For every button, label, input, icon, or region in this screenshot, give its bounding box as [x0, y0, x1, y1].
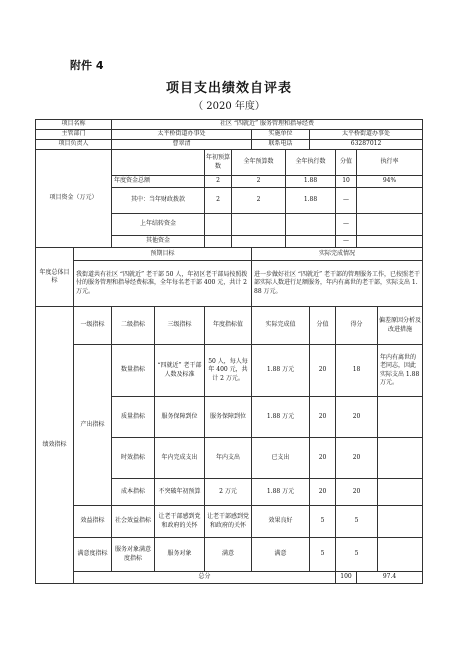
cell: 已支出	[252, 438, 310, 479]
cell: 年内支出	[205, 438, 252, 479]
cell: 不突破年初预算	[155, 479, 205, 506]
cell: 1.88	[286, 188, 336, 214]
col-target: 年度指标值	[205, 307, 252, 345]
cell: “四就近” 老干部人数及标准	[155, 345, 205, 397]
dept-value: 太平桥街道办事处	[112, 130, 252, 140]
page-title: 项目支出绩效自评表	[165, 81, 292, 96]
cell: 20	[310, 345, 336, 397]
cell: 1.88 万元	[252, 479, 310, 506]
table-row	[36, 261, 423, 307]
cell: 20	[336, 397, 378, 438]
cell: 效果良好	[252, 506, 310, 538]
cell: 5	[310, 538, 336, 572]
col-level3: 三级指标	[155, 307, 205, 345]
cell: —	[336, 188, 357, 214]
attachment-label: 附件 4	[70, 59, 104, 72]
cell: 让老干部感到党和政府的关怀	[205, 506, 252, 538]
col-ind-points: 得分	[336, 307, 378, 345]
table-row	[36, 307, 423, 345]
leader-label: 项目负责人	[36, 140, 112, 150]
cell: 年内完成支出	[155, 438, 205, 479]
col-level1: 一级指标	[74, 307, 112, 345]
table-row	[36, 150, 423, 176]
goals-section-label: 年度总体目标	[36, 248, 74, 307]
cell: 2	[232, 176, 286, 188]
impl-label: 实施单位	[252, 130, 310, 140]
cell: 20	[336, 438, 378, 479]
table-row	[36, 345, 423, 397]
total-funds-label: 年度资金总额	[112, 176, 205, 188]
cell: 20	[336, 479, 378, 506]
col-full-budget: 全年预算数	[232, 150, 286, 176]
col-level2: 二级指标	[112, 307, 155, 345]
cell: 满意	[252, 538, 310, 572]
cell: 服务对象满意度指标	[112, 538, 155, 572]
project-name-value: 社区 “四就近” 服务管理和指导经费	[112, 120, 423, 130]
cell: 2	[205, 176, 232, 188]
col-reason: 偏差原因分析及改进措施	[378, 307, 423, 345]
col-execution: 全年执行数	[286, 150, 336, 176]
phone-value: 63287012	[310, 140, 423, 150]
cell: 10	[336, 176, 357, 188]
evaluation-table	[35, 119, 423, 584]
fiscal-funds-label: 其中：当年财政拨款	[112, 188, 205, 214]
col-score: 分值	[336, 150, 357, 176]
cell: 1.88 万元	[252, 397, 310, 438]
project-name-label: 项目名称	[36, 120, 112, 130]
cell: 2	[205, 188, 232, 214]
cell: 1.88	[286, 176, 336, 188]
carry-funds-label: 上年结转资金	[112, 214, 205, 236]
cell: 2	[232, 188, 286, 214]
impl-value: 太平桥街道办事处	[310, 130, 423, 140]
expected-goal-text: 我街道共有社区 “四就近” 老干部 50 人，年初区老干部局按照拨付的服务管理和指导经费标准，全年每名老干部 400 元，共计 2 万元。	[74, 261, 252, 307]
cell: 服务保障到位	[205, 397, 252, 438]
cell: 50 人，每人每年 400 元，共计 2 万元。	[205, 345, 252, 397]
output-indicators-label: 产出指标	[74, 345, 112, 506]
total-points: 97.4	[357, 572, 423, 584]
cell: —	[336, 214, 357, 236]
cell: 5	[310, 506, 336, 538]
actual-goal-header: 实际完成情况	[252, 248, 423, 261]
cell: 数量指标	[112, 345, 155, 397]
cell: 5	[336, 538, 378, 572]
expected-goal-header: 预期目标	[74, 248, 252, 261]
cell: —	[336, 236, 357, 248]
dept-label: 主管部门	[36, 130, 112, 140]
cell: 满意	[205, 538, 252, 572]
cell: 让老干部感到党和政府的关怀	[155, 506, 205, 538]
table-row	[36, 130, 423, 140]
cell: 服务保障到位	[155, 397, 205, 438]
cell: 2 万元	[205, 479, 252, 506]
cell: 94%	[357, 176, 423, 188]
cell: 18	[336, 345, 378, 397]
satisfaction-indicators-label: 满意度指标	[74, 538, 112, 572]
cell: 社会效益指标	[112, 506, 155, 538]
table-row	[36, 248, 423, 261]
col-actual: 实际完成值	[252, 307, 310, 345]
total-label: 总分	[74, 572, 336, 584]
cell: 年内有离世的老同志，因此实际支出 1.88 万元。	[378, 345, 423, 397]
cell: 成本指标	[112, 479, 155, 506]
table-row	[36, 120, 423, 130]
total-score: 100	[336, 572, 357, 584]
indicators-section-label: 绩效指标	[36, 307, 74, 584]
cell: 质量指标	[112, 397, 155, 438]
funds-section-label: 项目资金（万元）	[36, 150, 112, 248]
cell: 时效指标	[112, 438, 155, 479]
col-initial-budget: 年初预算数	[205, 150, 232, 176]
year-label: （ 2020 年度）	[193, 101, 265, 112]
cell: 20	[310, 438, 336, 479]
cell: 服务对象	[155, 538, 205, 572]
actual-goal-text: 进一步做好社区 “四就近” 老干部的管理服务工作，已按照老干部实际人数进行足额服务，年内有离世的老干部，实际支出 1.88 万元。	[252, 261, 423, 307]
table-row	[36, 140, 423, 150]
col-ind-score: 分值	[310, 307, 336, 345]
table-row	[36, 572, 423, 584]
effect-indicators-label: 效益指标	[74, 506, 112, 538]
cell: 5	[336, 506, 378, 538]
table-row	[36, 506, 423, 538]
phone-label: 联系电话	[252, 140, 310, 150]
other-funds-label: 其他资金	[112, 236, 205, 248]
cell: 20	[310, 397, 336, 438]
leader-value: 曹翠清	[112, 140, 252, 150]
col-rate: 执行率	[357, 150, 423, 176]
cell: 20	[310, 479, 336, 506]
cell: 1.88 万元	[252, 345, 310, 397]
table-row	[36, 538, 423, 572]
